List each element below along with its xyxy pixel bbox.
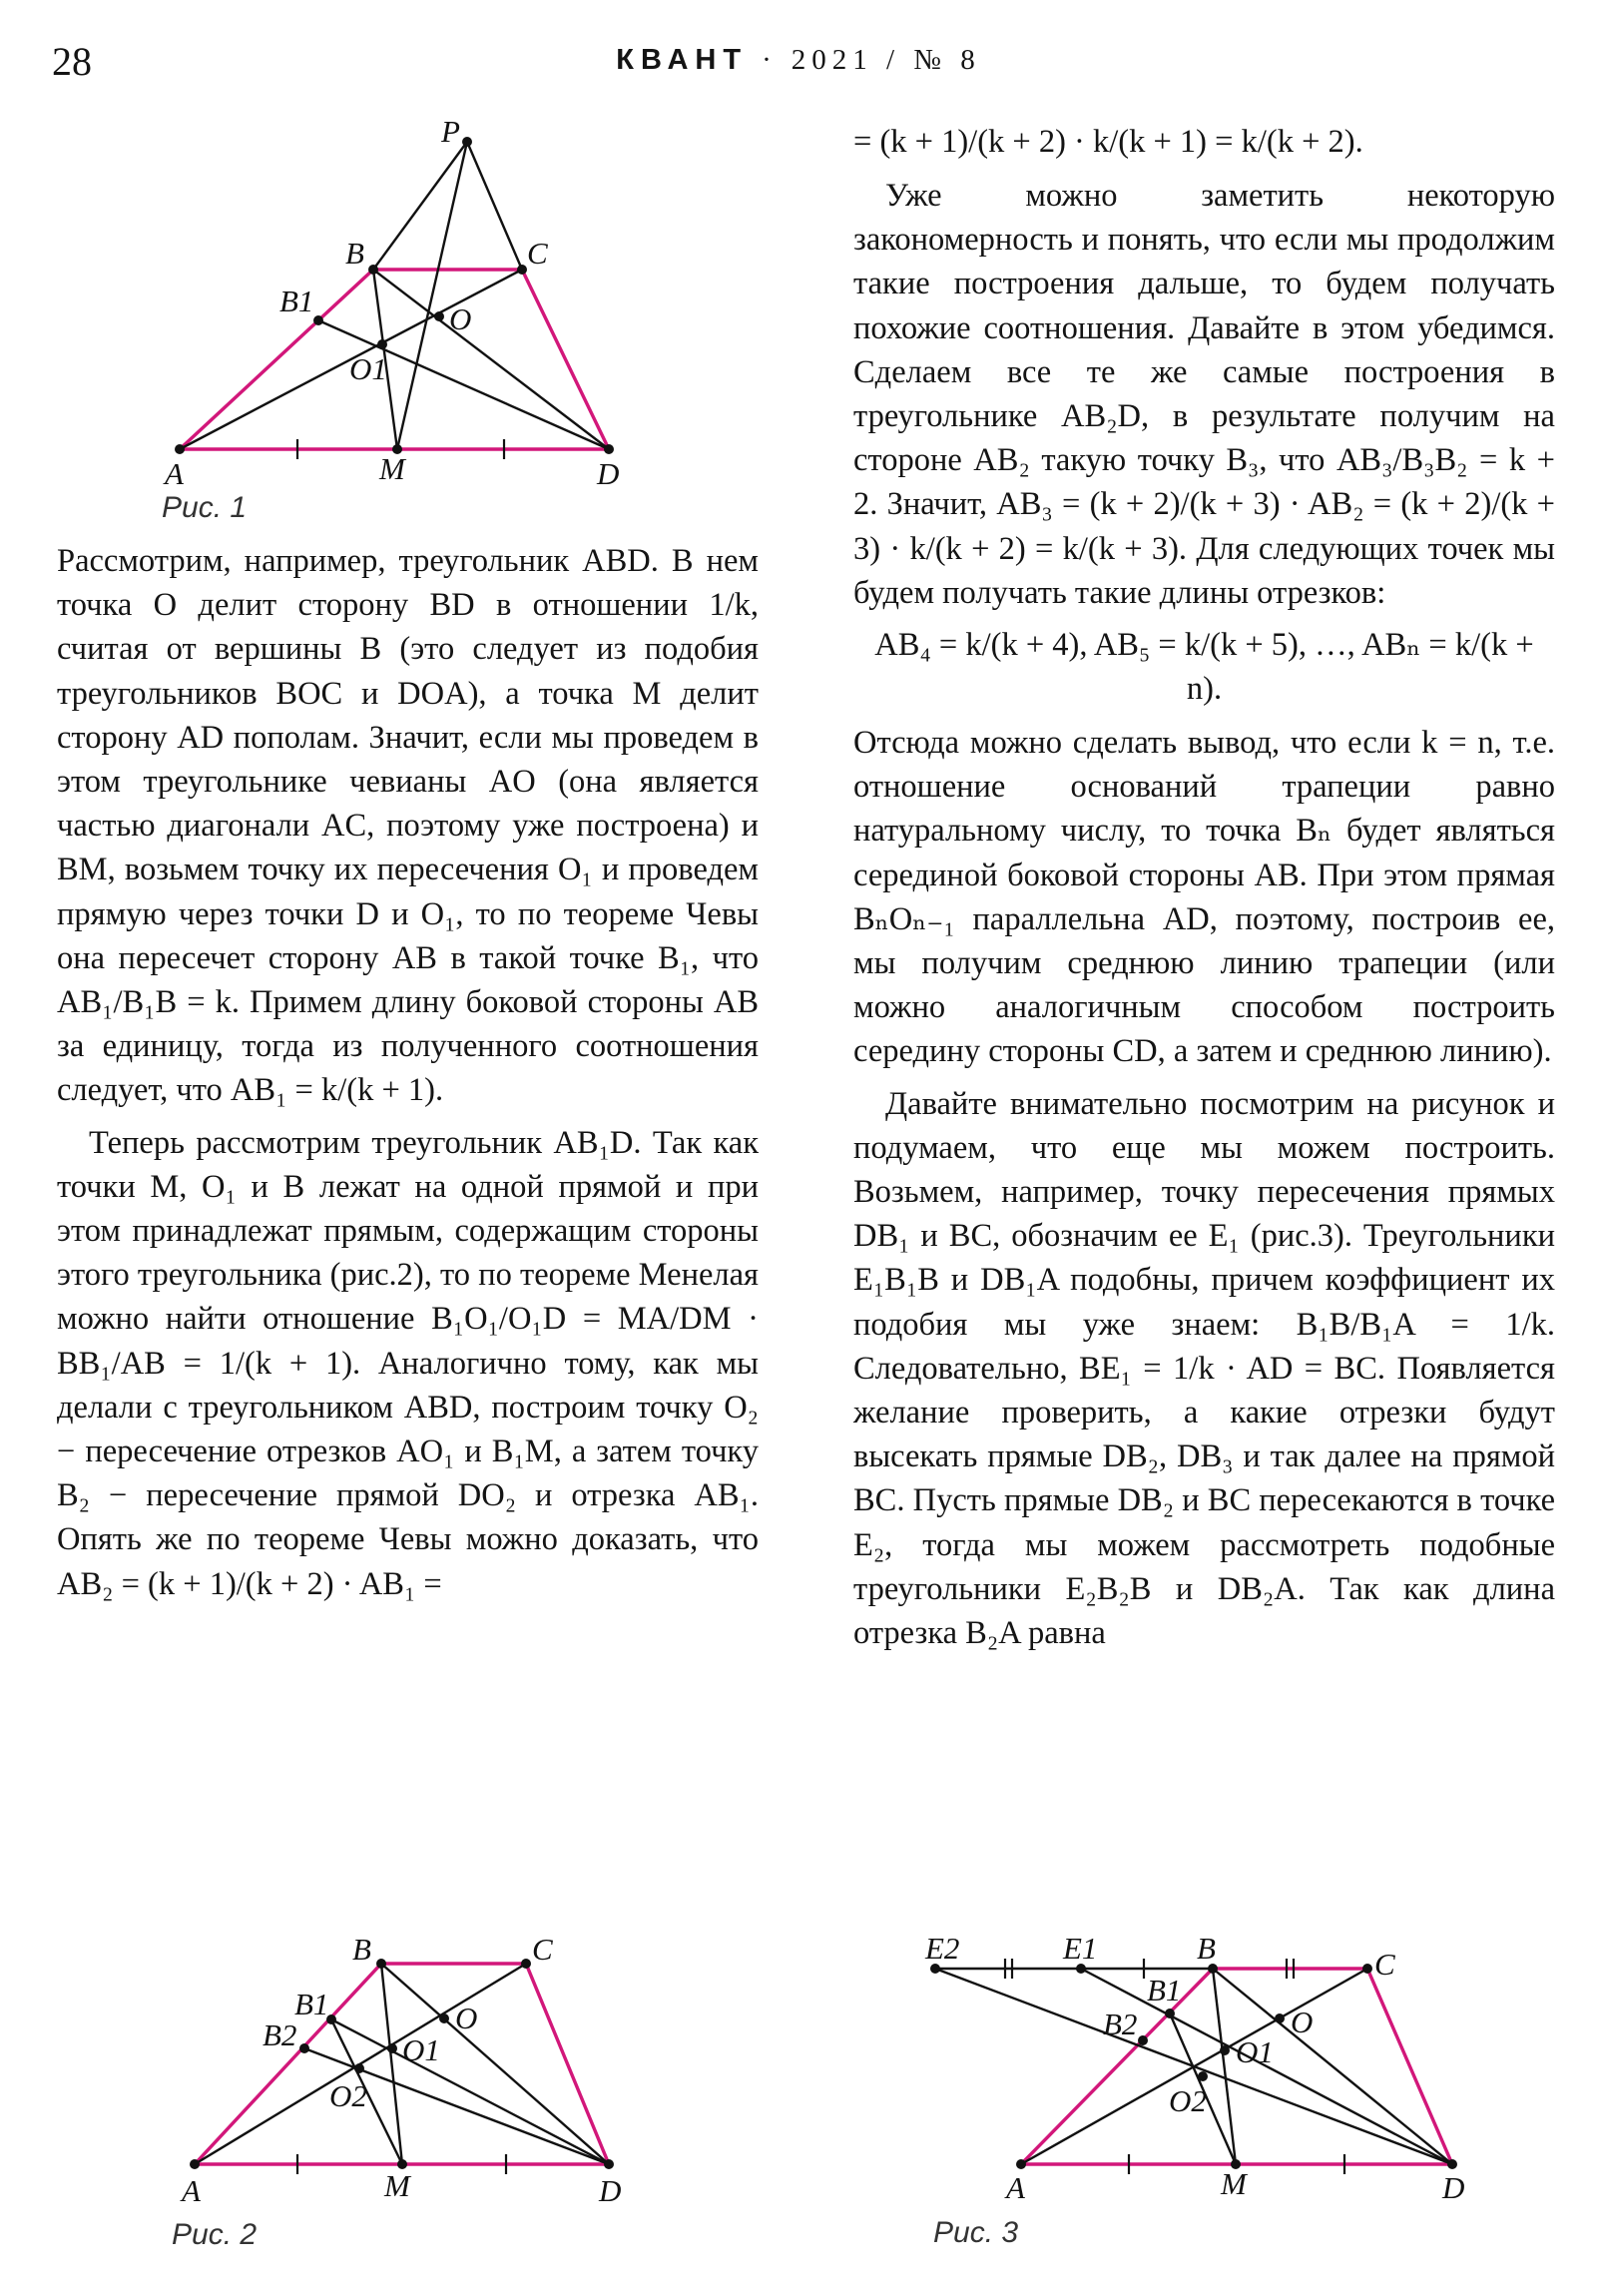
- fig2-label-c: C: [532, 1932, 553, 1967]
- left-paragraph-2: Теперь рассмотрим треугольник AB₁D. Так как точки M, O₁ и B лежат на одной прямой и при этом принадлежат прямым, содержащим стороны этого треугольника (рис.2), то по теореме Менелая можно найти отношение B₁O₁/O₁D = MA/DM · BB₁/AB = 1/(k + 1). Аналогично тому, как мы делали с треугольником ABD, построим точку O₂ − пересечение отрезков AO₁ и B₁M, а затем точку B₂ − пересечение прямой DO₂ и отрезка AB₁. Опять же по теореме Чевы можно доказать, что AB₂ = (k + 1)/(k + 2) · AB₁ =: [57, 1124, 759, 1602]
- fig1-label-p: P: [441, 120, 460, 149]
- fig1-label-d: D: [597, 456, 620, 489]
- fig1-point-c: [517, 265, 527, 275]
- fig3-point-b2: [1138, 2035, 1148, 2045]
- fig2-point-o2: [354, 2063, 364, 2073]
- fig3-label-o: O: [1291, 2005, 1314, 2039]
- fig3-label-m: M: [1221, 2166, 1247, 2201]
- fig2-point-b: [376, 1959, 386, 1969]
- fig1-label-o: O: [449, 301, 472, 336]
- fig3-point-o: [1275, 2013, 1285, 2023]
- fig3-label-a: A: [1006, 2170, 1025, 2205]
- fig2-label-o2: O2: [329, 2078, 367, 2113]
- fig2-label-b1: B1: [294, 1987, 329, 2021]
- fig2-line-bm: [381, 1964, 402, 2164]
- figure-2-caption: Рис. 2: [172, 2218, 258, 2251]
- fig1-point-o: [434, 311, 444, 321]
- header-separator: ·: [762, 44, 778, 76]
- figure-3-caption: Рис. 3: [933, 2216, 1019, 2249]
- fig3-point-b1: [1165, 2009, 1175, 2018]
- fig2-point-o1: [387, 2043, 397, 2053]
- fig2-label-m: M: [384, 2168, 410, 2203]
- issue-number: 2021 / № 8: [791, 44, 981, 76]
- fig1-label-a: A: [165, 456, 184, 489]
- fig1-label-o1: O1: [349, 351, 387, 386]
- fig3-point-c: [1362, 1964, 1372, 1974]
- figure-2: [160, 1927, 659, 2226]
- fig1-label-m: M: [379, 451, 405, 486]
- magazine-title: КВАНТ: [616, 44, 749, 76]
- fig1-point-b1: [313, 315, 323, 325]
- fig1-label-b: B: [345, 236, 364, 271]
- figure-1: [150, 120, 649, 489]
- right-paragraph-2: Отсюда можно сделать вывод, что если k = n, т.е. отношение оснований трапеции равно натуральному числу, то точка Bₙ будет являться серединой боковой стороны AB. При этом прямая BₙOₙ₋₁ параллельна AD, поэтому, построив ее, мы получим среднюю линию трапеции (или можно аналогичным способом построить середину стороны CD, а затем и среднюю линию).: [853, 725, 1555, 1070]
- fig3-label-b: B: [1197, 1937, 1216, 1966]
- fig2-label-b: B: [352, 1932, 371, 1967]
- fig2-label-o1: O1: [402, 2032, 440, 2067]
- fig1-point-b: [368, 265, 378, 275]
- fig2-label-o: O: [455, 2001, 478, 2035]
- fig2-label-d: D: [599, 2173, 622, 2208]
- figure-3: [903, 1937, 1502, 2216]
- right-paragraph-3: Давайте внимательно посмотрим на рисунок и подумаем, что еще мы можем построить. Возьмем, например, точку пересечения прямых DB₁ и BC, обозначим ее E₁ (рис.3). Треугольники E₁B₁B и DB₁A подобны, причем коэффициент их подобия мы уже знаем: B₁B/B₁A = 1/k. Следовательно, BE₁ = 1/k · AD = BC. Появляется желание проверить, а какие отрезки будут высекать прямые DB₂, DB₃ и так далее на прямой BC. Пусть прямые DB₂ и BC пересекаются в точке E₂, тогда мы можем рассмотреть подобные треугольники E₂B₂B и DB₂A. Так как длина отрезка B₂A равна: [853, 1085, 1555, 1652]
- fig3-label-d: D: [1442, 2170, 1465, 2205]
- left-column: [57, 539, 759, 1614]
- fig1-label-b1: B1: [279, 284, 314, 318]
- fig3-label-c: C: [1374, 1947, 1395, 1982]
- fig2-point-b2: [299, 2043, 309, 2053]
- fig2-label-b2: B2: [263, 2017, 297, 2052]
- fig2-point-a: [190, 2159, 200, 2169]
- fig1-point-p: [462, 137, 472, 147]
- page-number: 28: [52, 39, 92, 84]
- right-paragraph-1: Уже можно заметить некоторую закономерность и понять, что если мы продолжим такие построения дальше, то будем получать похожие соотношения. Давайте в этом убедимся. Сделаем все те же самые построения в треугольнике AB₂D, в результате получим на стороне AB₂ такую точку B₃, что AB₃/B₃B₂ = k + 2. Значит, AB₃ = (k + 2)/(k + 3) · AB₂ = (k + 2)/(k + 3) · k/(k + 2) = k/(k + 3). Для следующих точек мы будем получать такие длины отрезков:: [853, 178, 1555, 611]
- fig2-point-d: [604, 2159, 614, 2169]
- fig3-point-o1: [1220, 2045, 1230, 2055]
- fig2-point-c: [521, 1959, 531, 1969]
- figure-1-diagram: [150, 120, 649, 489]
- fig3-label-b2: B2: [1103, 2007, 1138, 2041]
- fig3-label-o1: O1: [1236, 2034, 1274, 2069]
- right-formula-continued: = (k + 1)/(k + 2) · k/(k + 1) = k/(k + 2).: [853, 124, 1363, 160]
- fig3-label-b1: B1: [1147, 1973, 1182, 2008]
- figure-1-caption: Рис. 1: [162, 491, 248, 524]
- fig3-point-o2: [1198, 2071, 1208, 2081]
- right-column: [853, 118, 1555, 1663]
- fig1-line-cp: [467, 142, 522, 270]
- fig3-point-d: [1447, 2159, 1457, 2169]
- figure-3-diagram: [903, 1937, 1502, 2216]
- fig3-label-o2: O2: [1169, 2083, 1207, 2118]
- fig1-point-a: [175, 444, 185, 454]
- fig3-line-bm: [1213, 1969, 1236, 2164]
- right-formula-sequence: AB₄ = k/(k + 4), AB₅ = k/(k + 5), …, ABₙ = k/(k + n).: [874, 627, 1534, 708]
- fig2-label-a: A: [182, 2173, 201, 2208]
- fig3-label-e1: E1: [1063, 1937, 1098, 1966]
- fig1-label-c: C: [527, 236, 548, 271]
- fig2-point-o: [439, 2013, 449, 2023]
- fig1-point-o1: [377, 339, 387, 349]
- fig3-label-e2: E2: [925, 1937, 960, 1966]
- left-paragraph-1: Рассмотрим, например, треугольник ABD. В нем точка O делит сторону BD в отношении 1/k, считая от вершины B (это следует из подобия треугольников BOC и DOA), а точка M делит сторону AD пополам. Значит, если мы проведем в этом треугольнике чевианы AO (она является частью диагонали AC, поэтому уже построена) и BM, возьмем точку их пересечения O₁ и проведем прямую через точки D и O₁, то по теореме Чевы она пересечет сторону AB в такой точке B₁, что AB₁/B₁B = k. Примем длину боковой стороны AB за единицу, тогда из полученного соотношения следует, что AB₁ = k/(k + 1).: [57, 543, 759, 1109]
- running-head: [0, 44, 1597, 77]
- fig1-point-d: [604, 444, 614, 454]
- figure-2-diagram: [160, 1927, 659, 2226]
- fig3-point-a: [1016, 2159, 1026, 2169]
